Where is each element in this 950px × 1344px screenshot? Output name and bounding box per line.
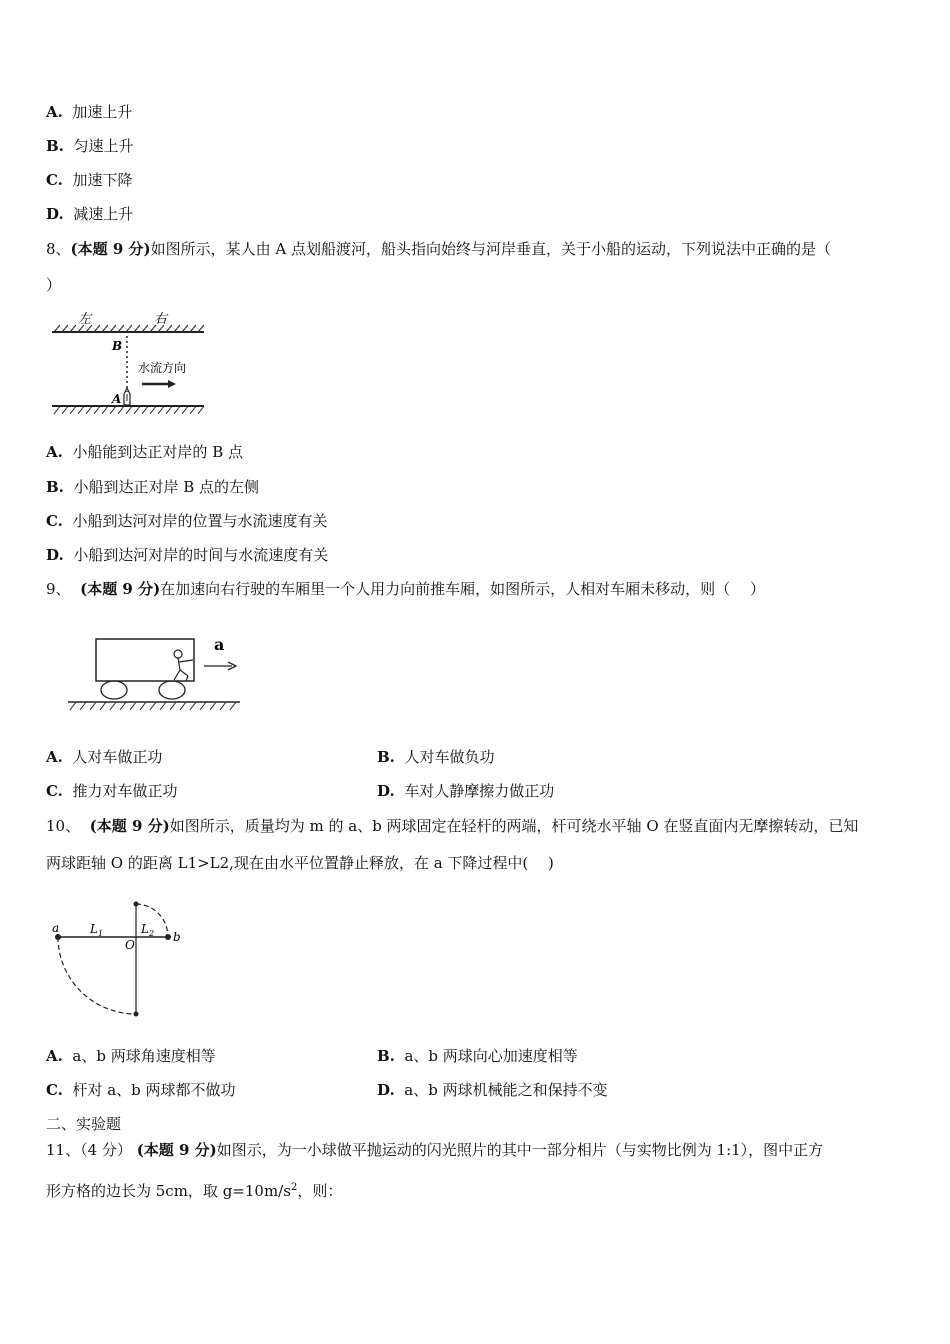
option-text: a、b 两球机械能之和保持不变 bbox=[404, 1081, 608, 1099]
question-text: 如图所示，质量均为 m 的 a、b 两球固定在轻杆的两端，杆可绕水平轴 O 在竖直面内无摩擦转动，已知 bbox=[169, 817, 859, 835]
q8-stem-line2 bbox=[46, 275, 61, 295]
question-text: ，则： bbox=[297, 1182, 343, 1200]
q11-stem-line2 bbox=[46, 1178, 342, 1201]
wheel-icon bbox=[101, 681, 127, 699]
q10-rod-figure bbox=[46, 892, 196, 1024]
option-text: 小船到达河对岸的时间与水流速度有关 bbox=[73, 546, 329, 564]
section-title: 二、实验题 bbox=[46, 1115, 122, 1133]
q8-stem-line1 bbox=[46, 239, 831, 259]
option-label: A. bbox=[46, 103, 63, 121]
option-text: 匀速上升 bbox=[73, 137, 134, 155]
flow-label: 水流方向 bbox=[138, 361, 187, 375]
question-score: (本题 9 分) bbox=[136, 1141, 217, 1159]
option-text: 加速上升 bbox=[72, 103, 133, 121]
question-text: 两球距轴 O 的距离 L1>L2,现在由水平位置静止释放，在 a 下降过程中( ) bbox=[46, 854, 554, 872]
option-label: C. bbox=[46, 782, 63, 800]
option-label: D. bbox=[46, 546, 64, 564]
option-label: A. bbox=[46, 748, 63, 766]
option-text: 减速上升 bbox=[73, 205, 134, 223]
option-text: 小船能到达正对岸的 B 点 bbox=[72, 443, 243, 461]
q8-option-b bbox=[46, 477, 259, 497]
question-text: 如图所示，某人由 A 点划船渡河，船头指向始终与河岸垂直，关于小船的运动，下列说法中正确的是（ bbox=[150, 240, 831, 258]
option-label: B. bbox=[46, 478, 64, 496]
q10-option-b bbox=[377, 1046, 578, 1066]
question-points: （4 分） bbox=[80, 1141, 132, 1159]
option-label: B. bbox=[377, 748, 395, 766]
option-label: C. bbox=[46, 512, 63, 530]
option-label: B. bbox=[46, 137, 64, 155]
label-a: a bbox=[52, 921, 60, 935]
person-icon bbox=[174, 650, 193, 681]
q7-option-a bbox=[46, 102, 132, 122]
option-text: 推力对车做正功 bbox=[72, 782, 178, 800]
q10-stem-line1 bbox=[46, 816, 858, 836]
option-label: A. bbox=[46, 443, 63, 461]
question-text: ） bbox=[46, 276, 62, 294]
q7-option-c bbox=[46, 170, 132, 190]
question-text: 在加速向右行驶的车厢里一个人用力向前推车厢，如图所示，人相对车厢未移动，则（ ） bbox=[160, 580, 765, 598]
q10-option-c bbox=[46, 1080, 236, 1100]
q9-option-b bbox=[377, 747, 494, 767]
q8-river-figure bbox=[48, 308, 208, 418]
question-number: 10、 bbox=[46, 817, 81, 835]
option-text: 人对车做正功 bbox=[72, 748, 163, 766]
q9-option-c bbox=[46, 781, 177, 801]
option-text: 加速下降 bbox=[72, 171, 133, 189]
question-score: (本题 9 分) bbox=[89, 817, 170, 835]
question-score: (本题 9 分) bbox=[80, 580, 161, 598]
question-text: 形方格的边长为 5cm，取 g=10m/s bbox=[46, 1182, 291, 1200]
question-number: 8、 bbox=[46, 240, 71, 258]
option-text: 小船到达正对岸 B 点的左侧 bbox=[73, 478, 260, 496]
q10-option-a bbox=[46, 1046, 216, 1066]
option-label: D. bbox=[377, 1081, 395, 1099]
point-a-label: A bbox=[112, 392, 122, 406]
question-number: 9、 bbox=[46, 580, 71, 598]
right-label: 右 bbox=[154, 312, 168, 327]
q9-option-a bbox=[46, 747, 162, 767]
q9-cart-figure bbox=[62, 628, 248, 718]
left-label: 左 bbox=[78, 312, 92, 327]
option-text: 小船到达河对岸的位置与水流速度有关 bbox=[72, 512, 328, 530]
option-text: 人对车做负功 bbox=[404, 748, 495, 766]
label-o: O bbox=[125, 938, 135, 952]
question-score: (本题 9 分) bbox=[70, 240, 151, 258]
label-l2: $L_2$ bbox=[141, 922, 155, 938]
q10-stem-line2 bbox=[46, 853, 554, 873]
q11-stem-line1 bbox=[46, 1140, 823, 1160]
q7-option-b bbox=[46, 136, 133, 156]
option-text: 杆对 a、b 两球都不做功 bbox=[72, 1081, 236, 1099]
q8-option-d bbox=[46, 545, 328, 565]
option-label: C. bbox=[46, 171, 63, 189]
q7-option-d bbox=[46, 204, 133, 224]
q8-option-c bbox=[46, 511, 327, 531]
superscript: 2 bbox=[290, 1182, 298, 1193]
option-label: A. bbox=[46, 1047, 63, 1065]
option-label: B. bbox=[377, 1047, 395, 1065]
label-b: b bbox=[173, 930, 181, 944]
option-label: D. bbox=[377, 782, 395, 800]
q8-option-a bbox=[46, 442, 243, 462]
option-text: a、b 两球角速度相等 bbox=[72, 1047, 216, 1065]
q9-stem bbox=[46, 579, 765, 599]
option-text: 车对人静摩擦力做正功 bbox=[404, 782, 555, 800]
label-l1: $L_1$ bbox=[90, 922, 104, 938]
question-text: 如图示，为一小球做平抛运动的闪光照片的其中一部分相片（与实物比例为 1:1），图中正方 bbox=[216, 1141, 824, 1159]
q10-option-d bbox=[377, 1080, 608, 1100]
option-text: a、b 两球向心加速度相等 bbox=[404, 1047, 578, 1065]
q9-option-d bbox=[377, 781, 554, 801]
question-number: 11、 bbox=[46, 1141, 81, 1159]
option-label: D. bbox=[46, 205, 64, 223]
wheel-icon bbox=[159, 681, 185, 699]
flow-arrow-icon bbox=[168, 380, 176, 388]
accel-label: a bbox=[214, 635, 225, 654]
option-label: C. bbox=[46, 1081, 63, 1099]
point-b-label: B bbox=[112, 339, 123, 353]
